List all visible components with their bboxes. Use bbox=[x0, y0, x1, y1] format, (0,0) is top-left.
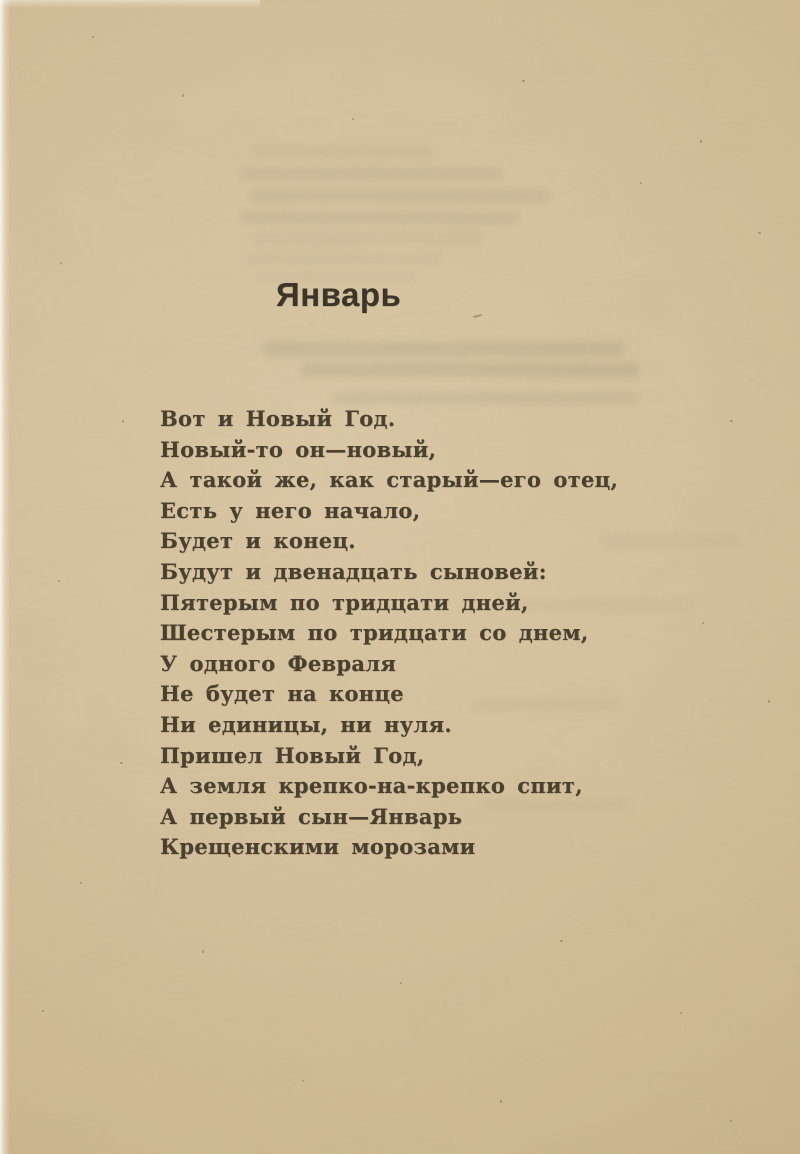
poem-line: У одного Февраля bbox=[160, 650, 397, 676]
poem-line: Будут и двенадцать сыновей: bbox=[160, 558, 547, 584]
poem-line: Крещенскими морозами bbox=[160, 834, 476, 860]
poem-line: Новый-то он—новый, bbox=[160, 436, 437, 462]
poem-line: Есть у него начало, bbox=[160, 497, 421, 523]
poem-line: Шестерым по тридцати со днем, bbox=[160, 620, 589, 646]
poem-line: А земля крепко-на-крепко спит, bbox=[160, 773, 583, 799]
poem-line: Вот и Новый Год. bbox=[160, 406, 396, 431]
poem-line: Не будет на конце bbox=[160, 681, 404, 707]
scan-top-edge-highlight bbox=[0, 0, 260, 8]
poem-line: Будет и конец. bbox=[160, 528, 356, 554]
poem-title: Январь bbox=[276, 276, 402, 313]
poem-text bbox=[160, 404, 640, 863]
poem-line: Ни единицы, ни нуля. bbox=[160, 711, 452, 737]
poem-line: Пятерым по тридцати дней, bbox=[160, 589, 529, 615]
poem-line: А первый сын—Январь bbox=[160, 803, 463, 829]
scan-left-edge-highlight bbox=[0, 0, 10, 1154]
poem-line: А такой же, как старый—его отец, bbox=[160, 467, 619, 493]
poem-line: Пришел Новый Год, bbox=[160, 742, 425, 768]
